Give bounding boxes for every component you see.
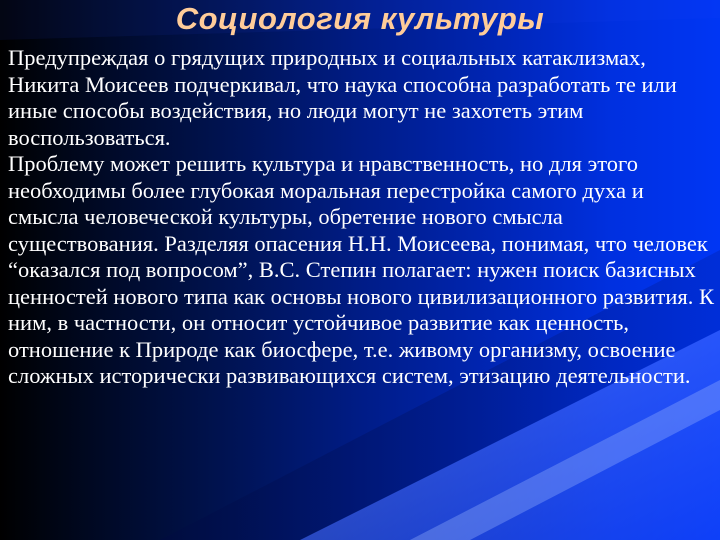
slide-body (8, 45, 716, 390)
paragraph-1: Предупреждая о грядущих природных и социальных катаклизмах, Никита Моисеев подчеркивал, что наука способна разработать те или иные способы воздействия, но люди могут не захотеть этим воспользоваться. (8, 45, 677, 150)
page-title: Социология культуры (175, 1, 545, 36)
paragraph-2: Проблему может решить культура и нравственность, но для этого необходимы более глубокая моральная перестройка самого духа и смысла человеческой культуры, обретение нового смысла существования. Разделяя опасения Н.Н. Моисеева, понимая, что человек “оказался под вопросом”, В.С. Степин полагает: нужен поиск базисных ценностей нового типа как основы нового цивилизационного развития. К ним, в частности, он относит устойчивое развитие как ценность, отношение к Природе как биосфере, т.е. живому организму, освоение сложных исторически развивающихся систем, этизацию деятельности. (8, 151, 714, 388)
